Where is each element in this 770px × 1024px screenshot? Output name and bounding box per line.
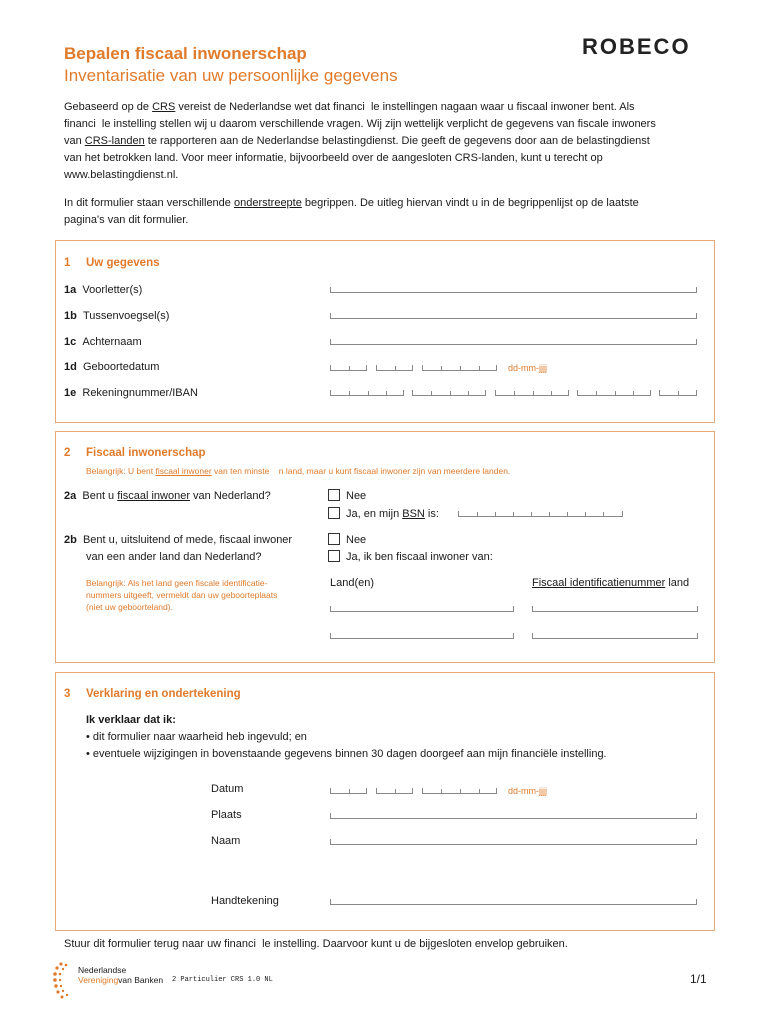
datum-label: Datum <box>211 783 244 795</box>
form-code: 2 Particulier CRS 1.0 NL <box>172 976 273 984</box>
row-1d: 1d Geboortedatum <box>64 361 160 373</box>
geboortedatum-hint: dd-mm-jjjj <box>508 363 547 373</box>
tin-input-1[interactable] <box>532 606 698 612</box>
section2-number: 2 <box>64 447 71 459</box>
section1-number: 1 <box>64 257 71 269</box>
plaats-label: Plaats <box>211 809 242 821</box>
row-1c: 1c Achternaam <box>64 336 142 348</box>
checkbox-2a-nee[interactable] <box>328 489 340 501</box>
row-1b: 1b Tussenvoegsel(s) <box>64 310 170 322</box>
label-2b-nee: Nee <box>346 534 367 546</box>
question-2b: 2b Bent u, uitsluitend of mede, fiscaal inwoner <box>64 534 293 546</box>
land-input-1[interactable] <box>330 606 514 612</box>
label-2b-ja: Ja, ik ben fiscaal inwoner van: <box>346 551 493 563</box>
form-subtitle: Inventarisatie van uw persoonlijke gegevens <box>64 66 398 85</box>
robeco-logo: ROBECO <box>582 34 691 59</box>
onderstreepte-link[interactable]: onderstreepte <box>233 197 302 209</box>
intro-paragraph: Gebaseerd op de CRS vereist de Nederlandse wet dat financi le instellingen nagaan waar u fiscaal inwoner bent. Als financi le instelling stellen wij u daarom verschillende vragen. Wij zijn wettelijk verplicht de gegevens van fiscale inwoners van CRS-landen te rapporteren aan de Nederlandse belastingdienst. Die geeft de gegevens door aan de belastingdienst van het betrokken land. Voor meer informatie, bijvoorbeeld over de aangesloten CRS-landen, kunt u terecht op www.belastingdienst.nl. <box>64 101 656 181</box>
land-input-2[interactable] <box>330 633 514 639</box>
question-2a: 2a Bent u fiscaal inwoner van Nederland? <box>64 490 271 502</box>
naam-label: Naam <box>211 835 241 847</box>
column-landen: Land(en) <box>330 577 375 589</box>
checkbox-2b-ja[interactable] <box>328 550 340 562</box>
checkbox-2a-ja[interactable] <box>328 507 340 519</box>
column-tin: Fiscaal identificatienummer land <box>532 577 690 589</box>
handtekening-input[interactable] <box>330 899 697 905</box>
nvb-logo-text: Nederlandse Verenigingvan Banken <box>78 965 164 985</box>
tin-input-2[interactable] <box>532 633 698 639</box>
handtekening-label: Handtekening <box>211 895 279 907</box>
question-2b-line2: van een ander land dan Nederland? <box>86 551 262 563</box>
form-title: Bepalen fiscaal inwonerschap <box>64 44 307 63</box>
tussenvoegsels-input[interactable] <box>330 313 697 319</box>
declare-bullet-1: • dit formulier naar waarheid heb ingevuld; en <box>86 731 307 743</box>
section1-title: Uw gegevens <box>86 257 160 269</box>
section3-number: 3 <box>64 688 71 700</box>
achternaam-input[interactable] <box>330 339 697 345</box>
checkbox-2b-nee[interactable] <box>328 533 340 545</box>
datum-hint: dd-mm-jjjj <box>508 786 547 796</box>
label-2a-nee: Nee <box>346 490 367 502</box>
section-verklaring <box>55 672 715 931</box>
crs-landen-link[interactable]: CRS-landen <box>84 135 145 147</box>
return-instruction: Stuur dit formulier terug naar uw financi le instelling. Daarvoor kunt u de bijgesloten envelop gebruiken. <box>64 938 568 950</box>
row-1e: 1e Rekeningnummer/IBAN <box>64 387 198 399</box>
plaats-input[interactable] <box>330 813 697 819</box>
voorletters-input[interactable] <box>330 287 697 293</box>
intro-paragraph-2: In dit formulier staan verschillende onderstreepte begrippen. De uitleg hiervan vindt u in de begrippenlijst op de laatste pagina's van dit formulier. <box>64 197 639 226</box>
section2-title: Fiscaal inwonerschap <box>86 447 206 459</box>
declare-bullet-2: • eventuele wijzigingen in bovenstaande gegevens binnen 30 dagen doorgeef aan mijn financiële instelling. <box>86 748 607 760</box>
declare-title: Ik verklaar dat ik: <box>86 714 176 726</box>
row-1a: 1a Voorletter(s) <box>64 284 143 296</box>
label-2a-ja: Ja, en mijn BSN is: <box>346 508 439 520</box>
crs-link[interactable]: CRS <box>152 101 176 113</box>
section2-note-2: Belangrijk: Als het land geen fiscale identificatie- nummers uitgeeft, vermeldt dan uw geboorteplaats (niet uw geboorteland). <box>86 578 278 612</box>
bsn-input[interactable] <box>458 511 623 517</box>
page-number: 1/1 <box>690 972 707 986</box>
section2-note: Belangrijk: U bent fiscaal inwoner van ten minste n land, maar u kunt fiscaal inwoner zijn van meerdere landen. <box>86 466 511 476</box>
section3-title: Verklaring en ondertekening <box>86 688 241 700</box>
naam-input[interactable] <box>330 839 697 845</box>
